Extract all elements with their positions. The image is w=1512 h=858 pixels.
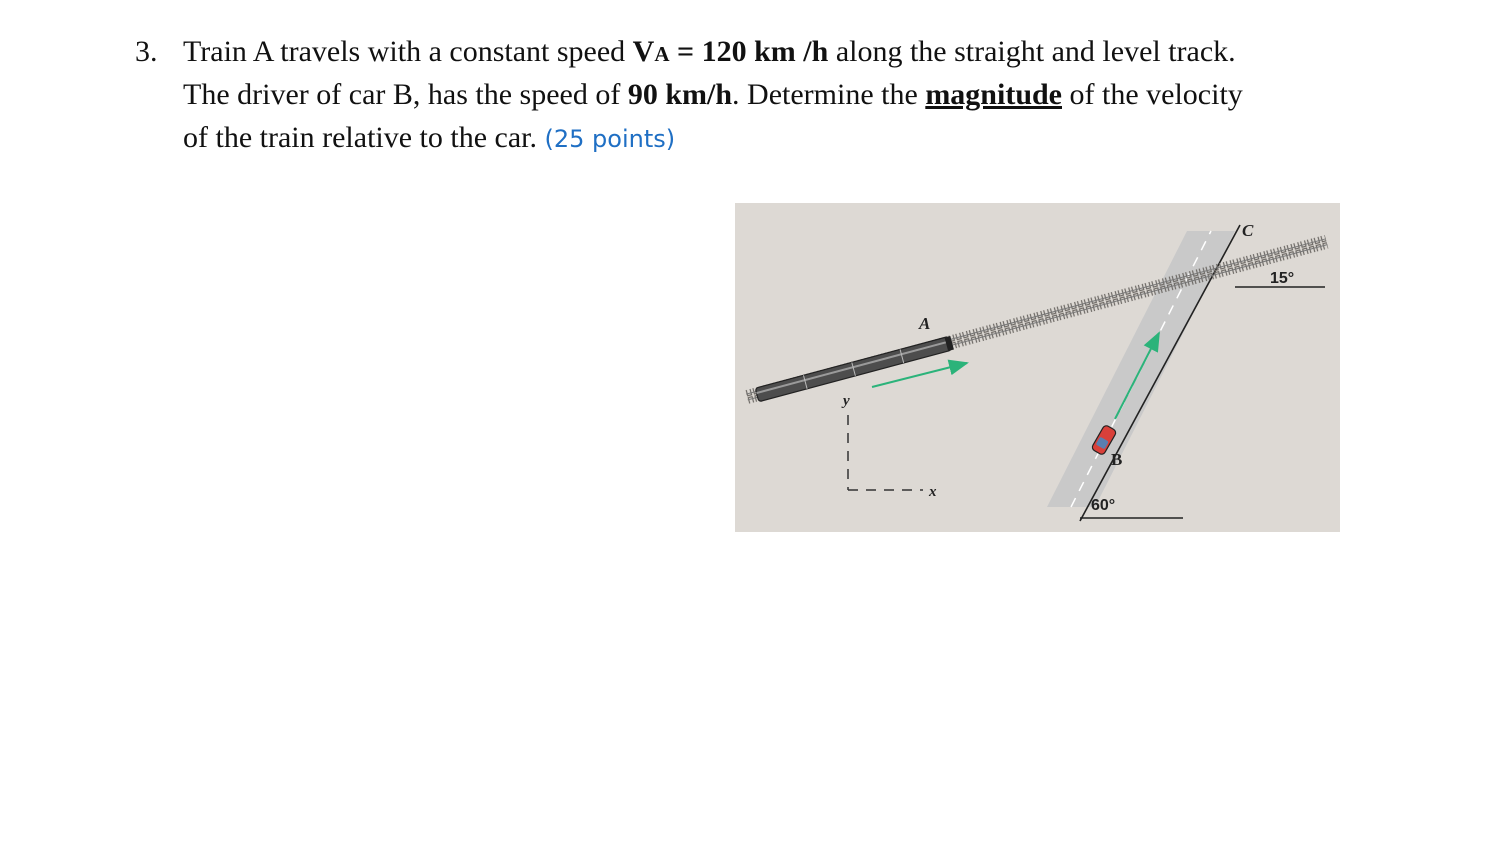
train-car-figure — [735, 203, 1340, 532]
speed-b: 90 km/h — [627, 78, 733, 111]
problem-number: 3. — [135, 35, 158, 68]
train-a — [755, 336, 954, 402]
keyword-magnitude: magnitude — [925, 78, 1062, 111]
label-x: x — [929, 484, 937, 500]
problem-line-3 — [183, 116, 675, 161]
va-value: = 120 km /h — [669, 35, 829, 68]
problem-line-1 — [183, 30, 1236, 76]
line2-end: of the velocity — [1062, 78, 1243, 111]
angle-road-label: 60° — [1091, 497, 1116, 514]
label-a: A — [919, 314, 931, 333]
line3-text: of the train relative to the car. — [183, 121, 545, 154]
label-c: C — [1242, 221, 1254, 240]
va-subscript: A — [654, 42, 670, 66]
angle-track-label: 15° — [1270, 270, 1295, 287]
problem-line-2 — [183, 73, 1243, 116]
points-label: (25 points) — [544, 125, 676, 153]
line1-start: Train A travels with a constant speed — [183, 35, 633, 68]
va-symbol: V — [632, 35, 655, 68]
line1-end: along the straight and level track. — [828, 35, 1236, 68]
line2-middle: . Determine the — [732, 78, 926, 111]
line2-start: The driver of car B, has the speed of — [183, 78, 628, 111]
label-y: y — [843, 393, 850, 409]
figure-drawing — [735, 203, 1340, 532]
label-b: B — [1111, 450, 1123, 469]
